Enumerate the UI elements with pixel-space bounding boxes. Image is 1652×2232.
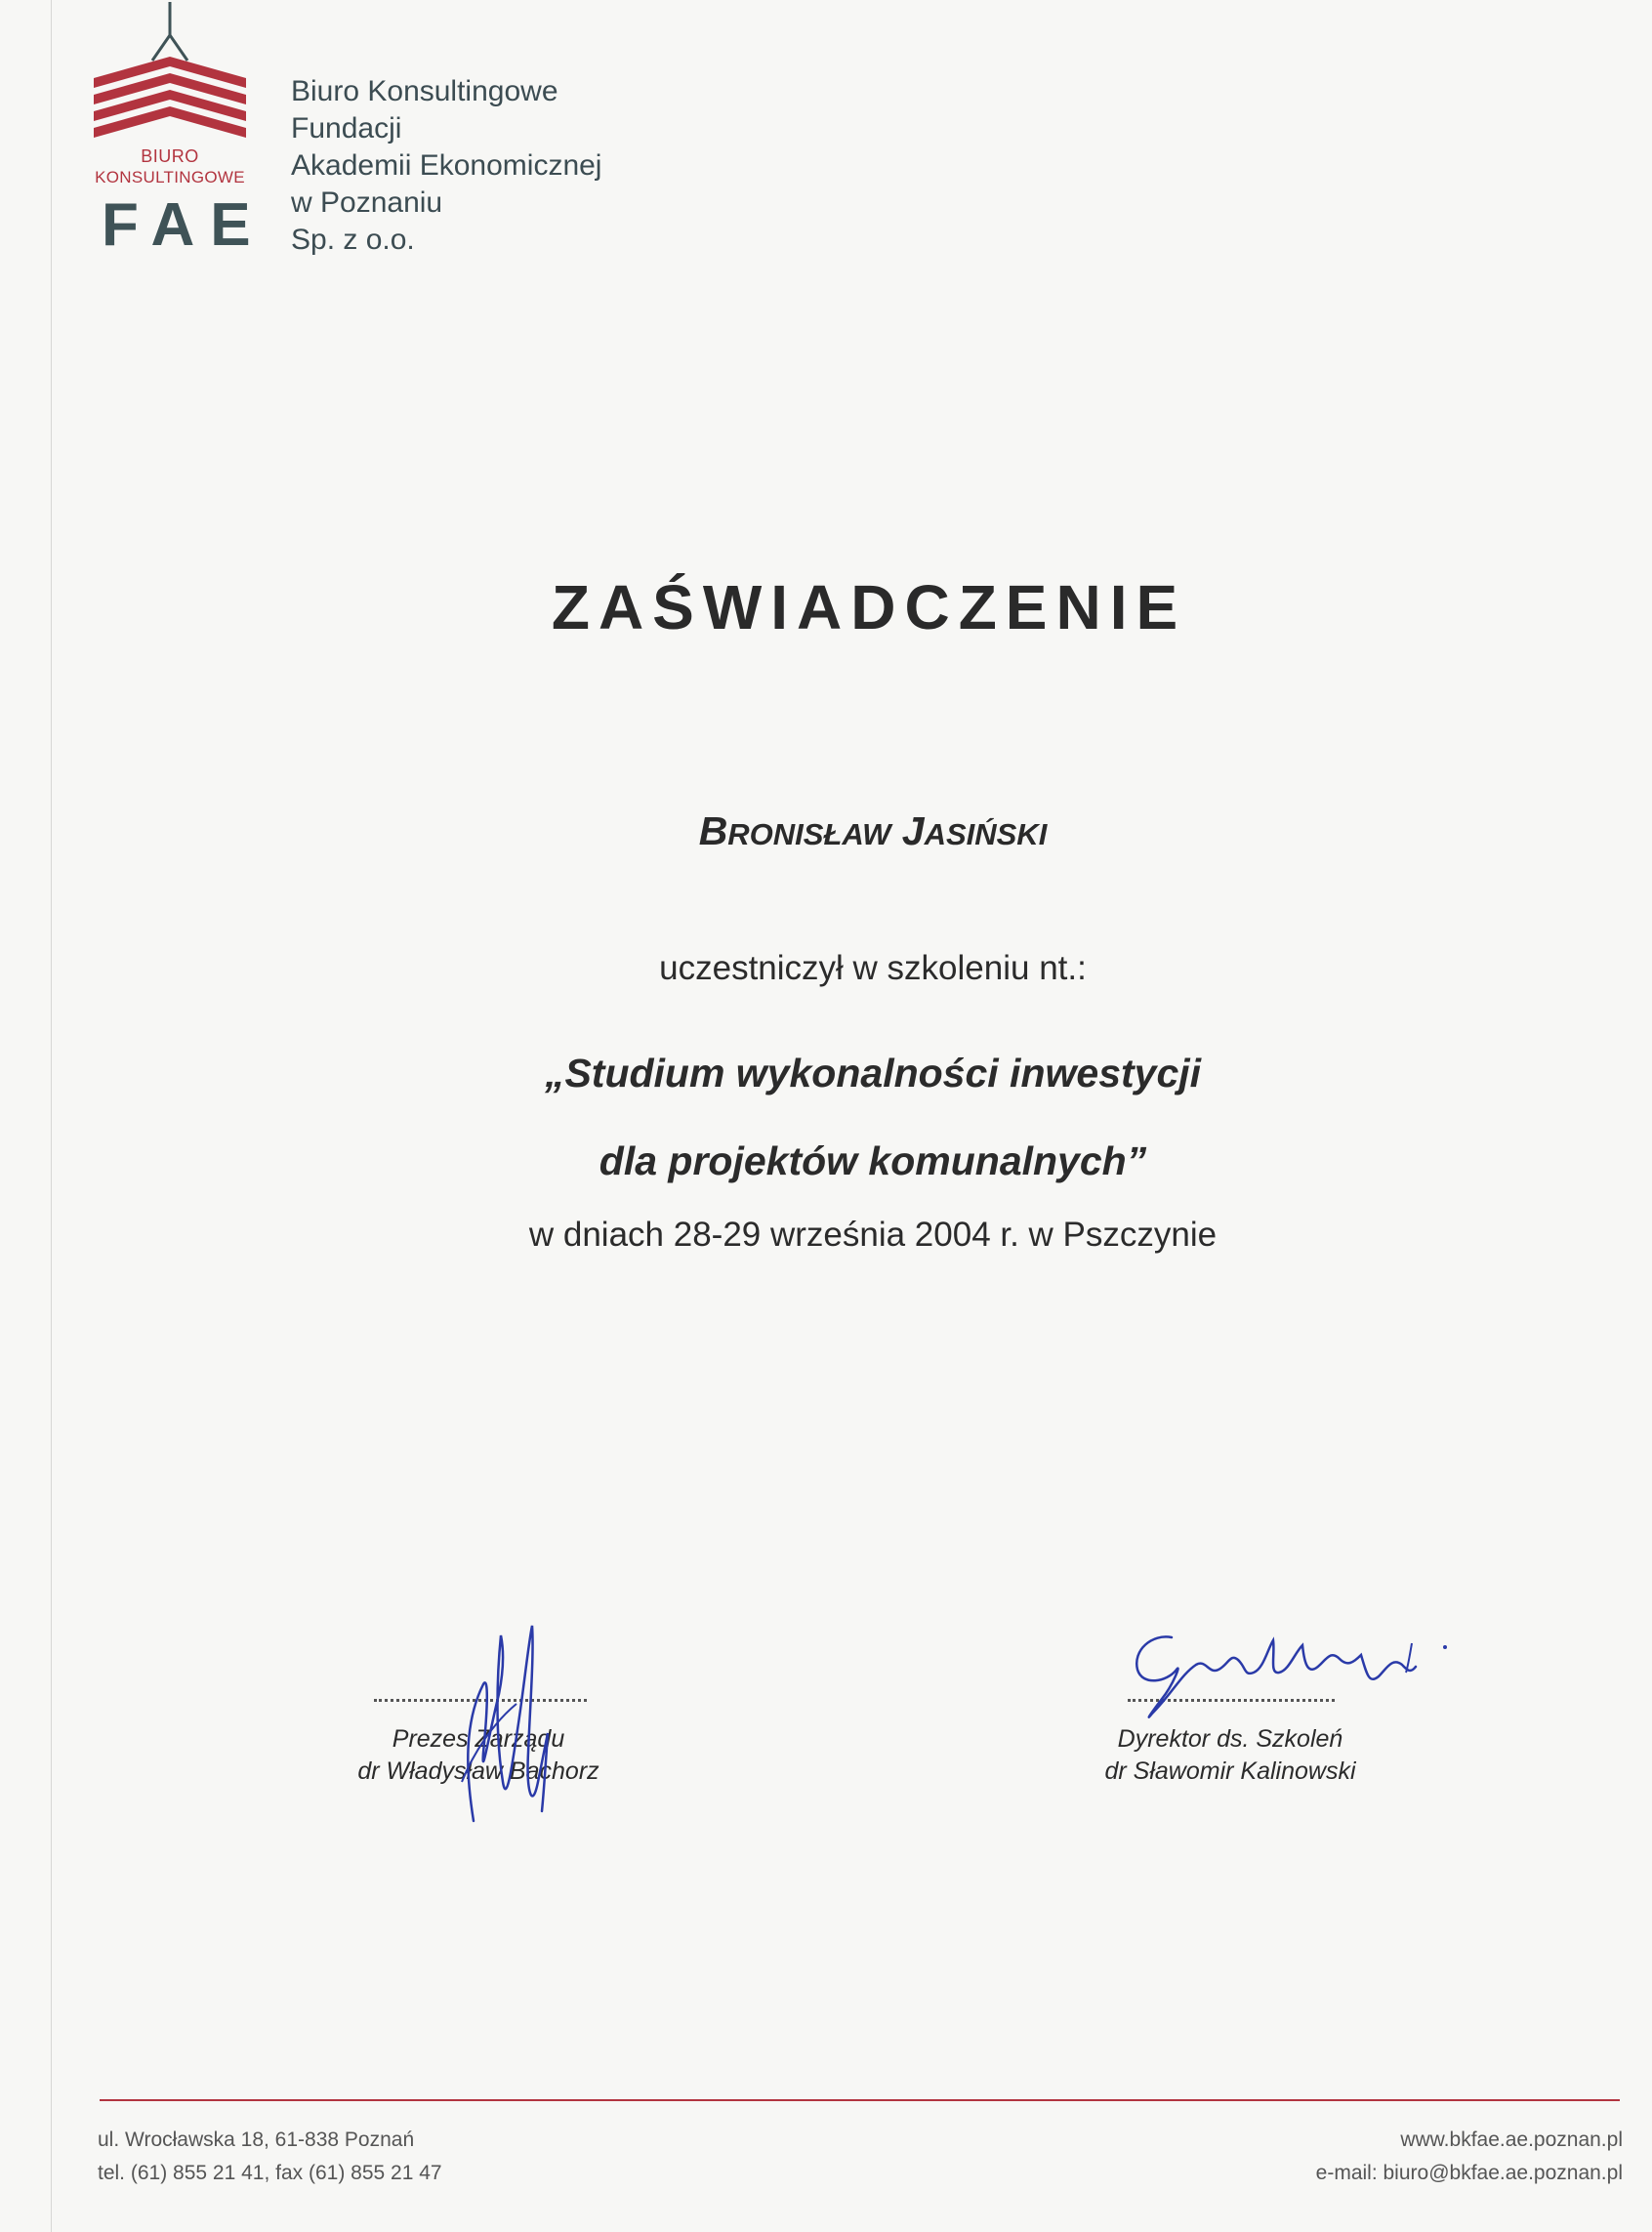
footer-email: e-mail: biuro@bkfae.ae.poznan.pl — [1315, 2162, 1623, 2184]
course-title-line-1: „Studium wykonalności inwestycji — [544, 1051, 1202, 1095]
participation-text: uczestniczył w szkoleniu nt.: — [659, 949, 1087, 987]
course-title — [0, 1029, 1652, 1205]
building-roof-icon — [92, 0, 248, 146]
org-line-4: w Poznaniu — [291, 186, 443, 219]
org-line-2: Fundacji — [291, 112, 402, 145]
logo-fae-text: FAE — [102, 191, 267, 259]
footer-divider — [100, 2099, 1620, 2101]
course-title-line-2: dla projektów komunalnych” — [599, 1138, 1147, 1183]
signatory-left-role: Prezes Zarządu — [392, 1725, 565, 1753]
footer-address-block — [98, 2124, 442, 2190]
signatory-right-name: dr Sławomir Kalinowski — [1104, 1757, 1356, 1785]
organization-name — [291, 73, 601, 259]
handwritten-signature-left — [444, 1616, 561, 1840]
org-line-3: Akademii Ekonomicznej — [291, 149, 602, 182]
signatory-right — [1040, 1723, 1421, 1788]
footer-phone: tel. (61) 855 21 41, fax (61) 855 21 47 — [98, 2162, 442, 2184]
handwritten-signature-right — [1123, 1616, 1484, 1728]
participant-name — [0, 808, 1652, 854]
org-line-5: Sp. z o.o. — [291, 224, 415, 256]
footer-contact-block — [1316, 2124, 1623, 2190]
org-line-1: Biuro Konsultingowe — [291, 75, 558, 107]
footer-website: www.bkfae.ae.poznan.pl — [1400, 2129, 1623, 2151]
logo-konsultingowe-text: KONSULTINGOWE — [95, 168, 245, 186]
name-initial-last: J — [890, 808, 925, 853]
signatory-right-role: Dyrektor ds. Szkoleń — [1117, 1725, 1343, 1753]
name-rest-first: RONISŁAW — [727, 817, 891, 851]
name-rest-last: ASIŃSKI — [924, 817, 1048, 851]
name-initial-first: B — [698, 808, 728, 853]
course-dates: w dniach 28-29 września 2004 r. w Pszczynie — [528, 1216, 1218, 1254]
fae-logo — [92, 0, 267, 259]
certificate-title: ZAŚWIADCZENIE — [551, 572, 1187, 642]
signatory-left-name: dr Władysław Bachorz — [357, 1757, 599, 1785]
logo-biuro-text: BIURO — [141, 146, 199, 166]
footer-address: ul. Wrocławska 18, 61-838 Poznań — [98, 2129, 415, 2151]
